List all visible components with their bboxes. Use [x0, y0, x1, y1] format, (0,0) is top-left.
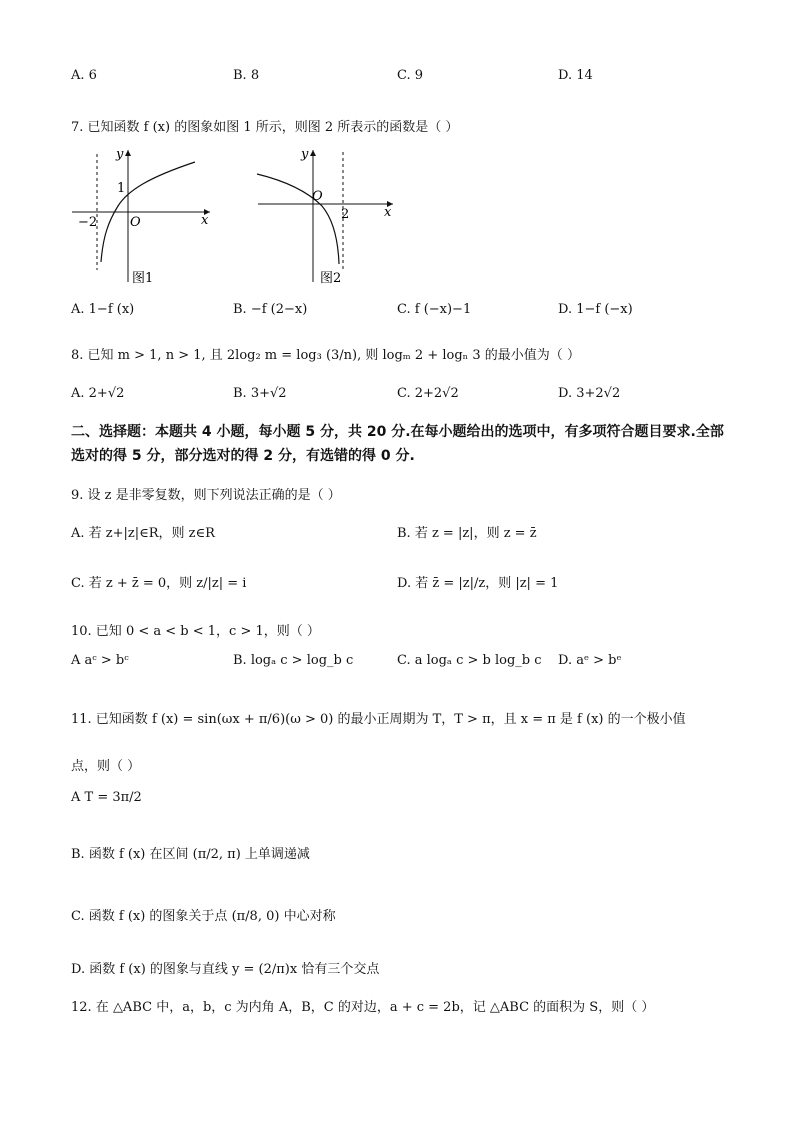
fig1-origin: O [130, 215, 141, 230]
q6-option-d: D. 14 [558, 68, 593, 83]
q10-option-c: C. a logₐ c > b log_b c [397, 653, 542, 668]
fig2-tick-x: 2 [341, 207, 350, 222]
q7-stem: 7. 已知函数 f (x) 的图象如图 1 所示，则图 2 所表示的函数是（ ） [71, 120, 459, 135]
fig2-x-label: x [384, 205, 392, 220]
q8-option-d: D. 3+2√2 [558, 386, 621, 401]
q11-option-c: C. 函数 f (x) 的图象关于点 (π/8, 0) 中心对称 [71, 909, 336, 924]
fig2-origin: O [312, 189, 323, 204]
q9-stem: 9. 设 z 是非零复数，则下列说法正确的是（ ） [71, 488, 341, 503]
q10-option-b: B. logₐ c > log_b c [233, 653, 354, 668]
q9-option-a: A. 若 z+|z|∈R，则 z∈R [71, 526, 215, 541]
q7-option-b: B. −f (2−x) [233, 302, 308, 317]
q6-option-b: B. 8 [233, 68, 260, 83]
q8-option-a: A. 2+√2 [71, 386, 125, 401]
fig2-caption: 图2 [320, 271, 342, 286]
q10-option-a: A aᶜ > bᶜ [71, 653, 129, 668]
q10-option-d: D. aᵉ > bᵉ [558, 653, 622, 668]
q7-figure-2 [250, 142, 400, 287]
q9-option-d: D. 若 z̄ = |z|/z，则 |z| = 1 [397, 576, 559, 591]
q11-option-b: B. 函数 f (x) 在区间 (π/2, π) 上单调递减 [71, 847, 310, 862]
q9-option-b: B. 若 z = |z|，则 z = z̄ [397, 526, 537, 541]
fig1-caption: 图1 [132, 271, 154, 286]
fig2-y-label: y [301, 147, 309, 162]
q10-stem: 10. 已知 0 < a < b < 1，c > 1，则（ ） [71, 624, 320, 639]
q8-stem: 8. 已知 m > 1, n > 1, 且 2log₂ m = log₃ (3/n), 则 logₘ 2 + logₙ 3 的最小值为（ ） [71, 348, 580, 363]
fig1-x-label: x [201, 213, 209, 228]
q9-option-c: C. 若 z + z̄ = 0，则 z/|z| = i [71, 576, 247, 591]
q6-option-a: A. 6 [71, 68, 97, 83]
q7-figure-1 [70, 142, 220, 287]
q11-stem-line-2: 点，则（ ） [71, 759, 141, 774]
q7-option-d: D. 1−f (−x) [558, 302, 633, 317]
q7-option-c: C. f (−x)−1 [397, 302, 472, 317]
q11-option-d: D. 函数 f (x) 的图象与直线 y = (2/π)x 恰有三个交点 [71, 962, 380, 977]
q6-option-c: C. 9 [397, 68, 424, 83]
fig1-y-label: y [116, 147, 124, 162]
fig1-tick-x: −2 [78, 215, 98, 230]
q12-stem: 12. 在 △ABC 中，a，b，c 为内角 A，B，C 的对边，a + c = 2b，记 △ABC 的面积为 S，则（ ） [71, 1000, 655, 1015]
fig1-tick-y: 1 [117, 181, 126, 196]
q8-option-b: B. 3+√2 [233, 386, 287, 401]
q11-stem-line-1: 11. 已知函数 f (x) = sin(ωx + π/6)(ω > 0) 的最小正周期为 T，T > π，且 x = π 是 f (x) 的一个极小值 [71, 712, 686, 727]
section-2-heading: 二、选择题：本题共 4 小题，每小题 5 分，共 20 分.在每小题给出的选项中，有多项符合题目要求.全部选对的得 5 分，部分选对的得 2 分，有选错的得 0 分. [71, 424, 724, 464]
q11-option-a: A T = 3π/2 [71, 790, 142, 805]
q7-option-a: A. 1−f (x) [71, 302, 135, 317]
q8-option-c: C. 2+2√2 [397, 386, 459, 401]
